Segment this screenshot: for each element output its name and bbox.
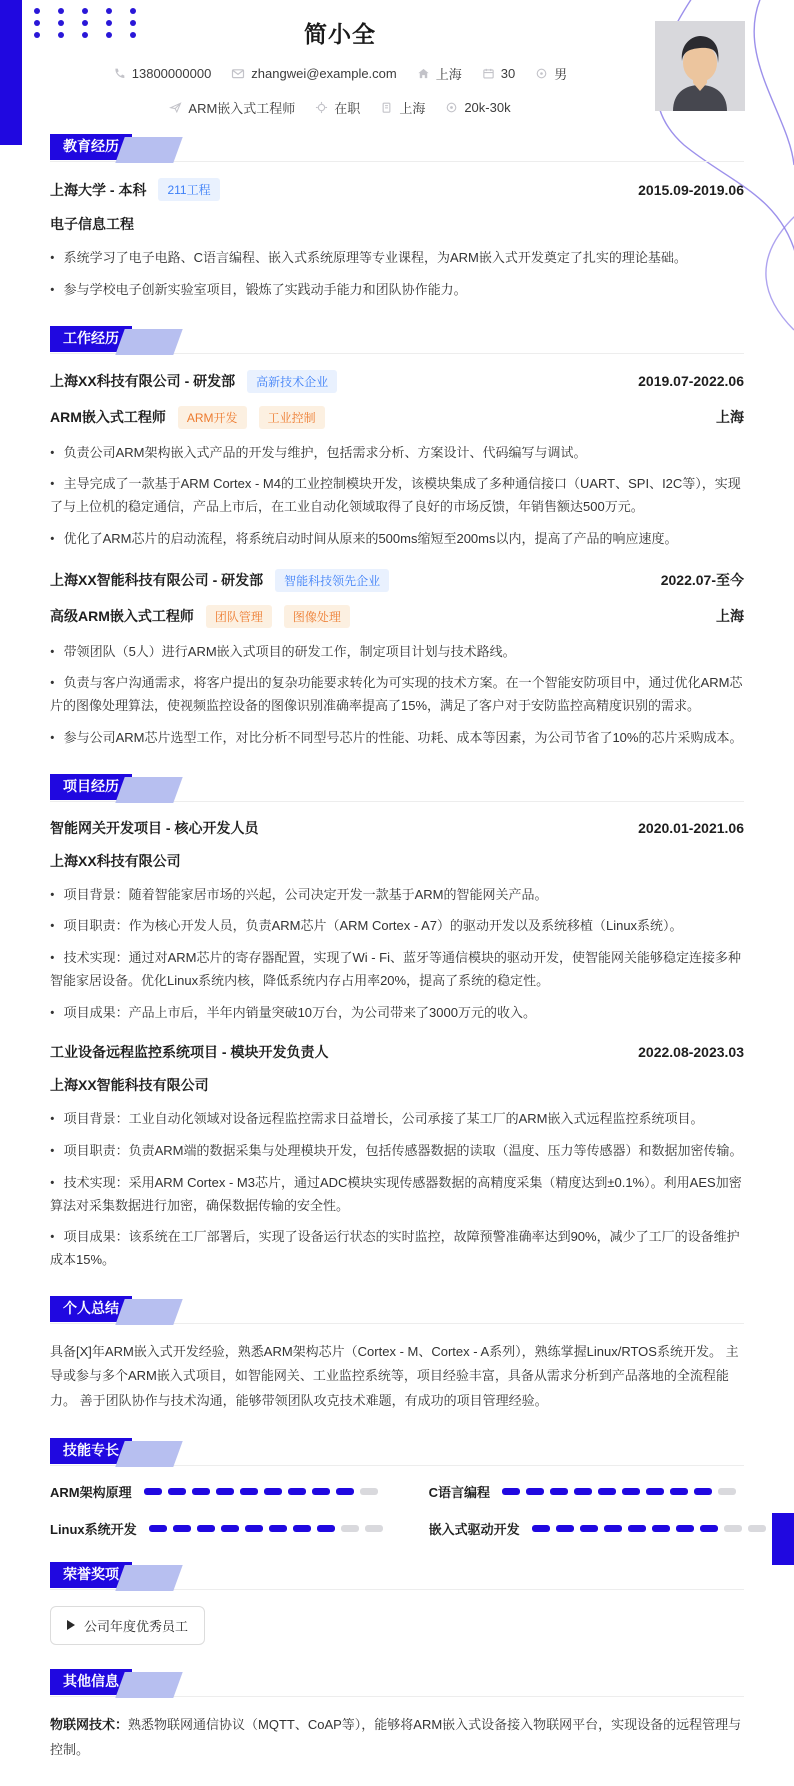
skill-segment-filled: [240, 1488, 258, 1495]
project-bullet: • 项目职责：负责ARM端的数据采集与处理模块开发，包括传感器数据的读取（温度、压力等传感器）和数据加密传输。: [50, 1140, 744, 1163]
contact-location: [417, 64, 462, 83]
contact-email: [231, 66, 396, 81]
contact-phone-value: 13800000000: [131, 66, 212, 81]
work-bullet: • 主导完成了一款基于ARM Cortex - M4的工业控制模块开发，该模块集成了多种通信接口（UART、SPI、I2C等），实现了与上位机的稳定通信，产品上市后，在工业自动化领域取得了良好的市场反馈，年销售额达500万元。: [50, 476, 741, 514]
bullet-dot-icon: •: [50, 919, 55, 933]
resume-header: [20, 16, 660, 117]
skill-segment-filled: [652, 1525, 670, 1532]
avatar: [655, 21, 745, 111]
skill-segment-filled: [192, 1488, 210, 1495]
education-bullet: • 系统学习了电子电路、C语言编程、嵌入式系统原理等专业课程，为ARM嵌入式开发奠定了扎实的理论基础。: [50, 247, 744, 270]
education-bullet: • 参与学校电子创新实验室项目，锻炼了实践动手能力和团队协作能力。: [50, 279, 744, 302]
project-bullet: • 项目职责：作为核心开发人员，负责ARM芯片（ARM Cortex - A7）的驱动开发以及系统移植（Linux系统）。: [50, 915, 744, 938]
other-info-label: 物联网技术：: [50, 1716, 129, 1732]
skill-row: [50, 1482, 383, 1501]
ribbon-fold: [115, 777, 182, 803]
skill-row: [50, 1519, 383, 1538]
contact-row-1: [20, 64, 660, 83]
project-header-row: [50, 818, 744, 838]
contact-salary: [445, 100, 510, 115]
skill-level-bar: [149, 1525, 383, 1532]
skill-segment-filled: [646, 1488, 664, 1495]
contact-city: [380, 98, 425, 117]
bullet-dot-icon: •: [50, 950, 55, 965]
gender-icon: [535, 67, 548, 80]
project-name: 智能网关开发项目 - 核心开发人员: [50, 819, 259, 836]
work-role-row: [50, 605, 744, 628]
section-title: 教育经历: [63, 138, 119, 154]
skill-segment-filled: [604, 1525, 622, 1532]
play-triangle-icon: [67, 1620, 75, 1630]
phone-icon: [113, 67, 126, 80]
section-honors: [50, 1562, 744, 1645]
work-location: 上海: [716, 608, 744, 624]
section-header-work: [50, 326, 744, 354]
work-bullet: • 负责公司ARM架构嵌入式产品的开发与维护，包括需求分析、方案设计、代码编写与调试。: [50, 442, 744, 465]
skill-level-bar: [144, 1488, 378, 1495]
honor-label: 公司年度优秀员工: [84, 1618, 189, 1634]
section-ribbon: [50, 326, 132, 352]
skill-segment-empty: [341, 1525, 359, 1532]
skill-segment-filled: [532, 1525, 550, 1532]
skill-segment-filled: [197, 1525, 215, 1532]
section-header-education: [50, 134, 744, 162]
contact-salary-value: 20k-30k: [464, 100, 511, 115]
section-header-projects: [50, 774, 744, 802]
skill-segment-filled: [216, 1488, 234, 1495]
school-tag: 211工程: [158, 178, 219, 201]
skill-level-bar: [532, 1525, 766, 1532]
contact-gender-value: 男: [554, 67, 568, 82]
skill-segment-filled: [221, 1525, 239, 1532]
paper-plane-icon: [169, 101, 182, 114]
project-bullet: • 技术实现：采用ARM Cortex - M3芯片，通过ADC模块实现传感器数据的高精度采集（精度达到±0.1%）。利用AES加密算法对采集数据进行加密，确保数据传输的安全性。: [50, 1174, 742, 1213]
contact-job-value: ARM嵌入式工程师: [188, 101, 296, 116]
skill-label: C语言编程: [428, 1484, 491, 1500]
skill-segment-empty: [360, 1488, 378, 1495]
skill-segment-empty: [748, 1525, 766, 1532]
section-header-skills: [50, 1438, 744, 1466]
project-bullet: • 技术实现：通过对ARM芯片的寄存器配置，实现了Wi - Fi、蓝牙等通信模块的驱动开发，使智能网关能够稳定连接多种智能家居设备。优化Linux系统内核，降低系统内存占用率20%，提高了系统的稳定性。: [50, 950, 741, 988]
project-entry: [50, 818, 744, 1025]
work-bullet: • 负责与客户沟通需求，将客户提出的复杂功能要求转化为可实现的技术方案。在一个智能安防项目中，通过优化ARM芯片的图像处理算法，使视频监控设备的图像识别准确率提高了15%，满足了客户对于安防监控高精度识别的需求。: [50, 675, 743, 713]
project-bullet: • 项目背景：随着智能家居市场的兴起，公司决定开发一款基于ARM的智能网关产品。: [50, 884, 744, 907]
skill-segment-filled: [622, 1488, 640, 1495]
bullet-dot-icon: •: [50, 730, 55, 745]
work-bullet: • 优化了ARM芯片的启动流程，将系统启动时间从原来的500ms缩短至200ms以内，提高了产品的响应速度。: [50, 528, 744, 551]
role-tag: ARM开发: [178, 406, 247, 429]
home-icon: [417, 67, 430, 80]
honor-item-chip[interactable]: [50, 1606, 205, 1645]
contact-location-value: 上海: [435, 67, 462, 82]
skill-segment-filled: [700, 1525, 718, 1532]
skill-segment-filled: [526, 1488, 544, 1495]
skill-segment-filled: [502, 1488, 520, 1495]
section-title: 项目经历: [63, 777, 119, 794]
skill-segment-filled: [694, 1488, 712, 1495]
skill-segment-filled: [264, 1488, 282, 1495]
contact-email-value: zhangwei@example.com: [251, 66, 397, 81]
project-date: 2022.08-2023.03: [638, 1044, 744, 1061]
gear-icon: [315, 101, 328, 114]
project-entry: [50, 1042, 744, 1272]
section-summary: [50, 1296, 744, 1414]
role-tag: 工业控制: [259, 406, 325, 429]
skill-segment-filled: [173, 1525, 191, 1532]
skill-segment-filled: [245, 1525, 263, 1532]
skill-label: 嵌入式驱动开发: [428, 1521, 520, 1537]
work-bullet: • 参与公司ARM芯片选型工作，对比分析不同型号芯片的性能、功耗、成本等因素，为公司节省了10%的芯片采购成本。: [50, 727, 744, 750]
education-entry: [50, 178, 744, 302]
other-info-text: [50, 1713, 744, 1762]
skill-label: ARM架构原理: [50, 1484, 132, 1500]
work-location: 上海: [716, 409, 744, 425]
skill-row: [429, 1482, 766, 1501]
section-ribbon: [50, 1438, 132, 1464]
bullet-dot-icon: •: [50, 1143, 55, 1158]
company-name: 上海XX科技有限公司 - 研发部: [50, 373, 236, 389]
company-tag: 高新技术企业: [247, 370, 337, 393]
project-bullet: • 项目成果：产品上市后，半年内销量突破10万台，为公司带来了3000万元的收入。: [50, 1002, 744, 1025]
bullet-dot-icon: •: [50, 1175, 55, 1190]
section-header-honors: [50, 1562, 744, 1590]
target-icon: [445, 101, 458, 114]
skill-row: [429, 1519, 766, 1538]
skill-segment-filled: [598, 1488, 616, 1495]
other-info-value: 熟悉物联网通信协议（MQTT、CoAP等），能够将ARM嵌入式设备接入物联网平台，实现设备的远程管理与控制。: [50, 1716, 742, 1757]
work-entry: [50, 370, 744, 551]
bullet-dot-icon: •: [50, 282, 55, 297]
education-major-row: [50, 214, 744, 234]
section-ribbon: [50, 134, 132, 160]
section-title: 工作经历: [63, 329, 119, 346]
decor-right-bar: [772, 1513, 794, 1565]
role-tag: 团队管理: [206, 605, 272, 628]
bullet-dot-icon: •: [50, 531, 55, 546]
decor-left-bar: [0, 0, 22, 145]
company-tag: 智能科技领先企业: [275, 569, 389, 592]
section-header-other: [50, 1669, 744, 1697]
bullet-dot-icon: •: [50, 250, 55, 265]
role-name: 高级ARM嵌入式工程师: [50, 608, 194, 624]
skill-segment-filled: [574, 1488, 592, 1495]
role-name: ARM嵌入式工程师: [50, 409, 166, 425]
skill-segment-empty: [724, 1525, 742, 1532]
project-date: 2020.01-2021.06: [638, 819, 744, 836]
education-date: 2015.09-2019.06: [638, 181, 744, 198]
project-company-row: [50, 851, 744, 871]
ribbon-fold: [115, 1299, 182, 1325]
work-role-row: [50, 406, 744, 429]
section-title: 其他信息: [63, 1672, 119, 1689]
skill-segment-filled: [293, 1525, 311, 1532]
section-header-summary: [50, 1296, 744, 1324]
skill-segment-filled: [550, 1488, 568, 1495]
project-company: 上海XX智能科技有限公司: [50, 1077, 209, 1094]
contact-phone: [113, 66, 212, 81]
ribbon-fold: [115, 1672, 182, 1698]
skill-segment-filled: [670, 1488, 688, 1495]
work-date: 2022.07-至今: [660, 572, 744, 588]
section-ribbon: [50, 1296, 132, 1322]
section-education: [50, 134, 744, 302]
bullet-dot-icon: •: [50, 477, 55, 491]
skill-segment-filled: [288, 1488, 306, 1495]
project-bullet: • 项目成果：该系统在工厂部署后，实现了设备运行状态的实时监控，故障预警准确率达到90%，减少了工厂的设备维护成本15%。: [50, 1229, 740, 1267]
contact-job: [169, 98, 295, 117]
section-title: 个人总结: [63, 1299, 119, 1316]
ribbon-fold: [115, 1441, 182, 1467]
project-company: 上海XX科技有限公司: [50, 852, 181, 869]
skill-segment-filled: [628, 1525, 646, 1532]
bullet-dot-icon: •: [50, 1230, 55, 1244]
section-ribbon: [50, 1669, 132, 1695]
education-header-row: [50, 178, 744, 201]
skill-segment-filled: [676, 1525, 694, 1532]
section-projects: [50, 774, 744, 1272]
contact-row-2: [20, 98, 660, 117]
skill-segment-filled: [336, 1488, 354, 1495]
work-date: 2019.07-2022.06: [638, 373, 744, 389]
contact-age: [482, 66, 515, 81]
skill-segment-empty: [718, 1488, 736, 1495]
work-bullet: • 带领团队（5人）进行ARM嵌入式项目的研发工作，制定项目计划与技术路线。: [50, 641, 744, 664]
email-icon: [231, 67, 245, 80]
summary-text: 具备[X]年ARM嵌入式开发经验，熟悉ARM架构芯片（Cortex - M、Cortex - A系列），熟练掌握Linux/RTOS系统开发。 主导或参与多个ARM嵌入式项目，如智能网关、工业监控系统等，项目经验丰富，具备从需求分析到产品落地的全流程能力。 善于团队协作与技术沟通，能够带领团队攻克技术难题，有成功的项目管理经验。: [50, 1343, 739, 1409]
contact-gender: [535, 64, 567, 83]
bullet-dot-icon: •: [50, 1112, 55, 1126]
skill-segment-filled: [269, 1525, 287, 1532]
contact-city-value: 上海: [399, 101, 426, 116]
contact-status: [315, 98, 360, 117]
bullet-dot-icon: •: [50, 887, 55, 901]
profile-photo: [655, 21, 745, 111]
section-title: 荣誉奖项: [63, 1565, 119, 1582]
skills-grid: [50, 1482, 744, 1538]
skill-segment-filled: [556, 1525, 574, 1532]
skill-segment-filled: [144, 1488, 162, 1495]
bullet-dot-icon: •: [50, 644, 55, 658]
skill-segment-filled: [168, 1488, 186, 1495]
section-skills: [50, 1438, 744, 1538]
project-name: 工业设备远程监控系统项目 - 模块开发负责人: [50, 1044, 329, 1061]
skill-segment-filled: [317, 1525, 335, 1532]
project-bullet: • 项目背景：工业自动化领域对设备远程监控需求日益增长，公司承接了某工厂的ARM嵌入式远程监控系统项目。: [50, 1108, 744, 1131]
contact-age-value: 30: [500, 66, 516, 81]
work-header-row: [50, 370, 744, 393]
resume-body: [50, 134, 744, 1786]
work-header-row: [50, 569, 744, 592]
role-tag: 图像处理: [284, 605, 350, 628]
section-work: [50, 326, 744, 750]
school-name: 上海大学 - 本科: [50, 181, 147, 198]
building-icon: [380, 101, 393, 114]
skill-level-bar: [502, 1488, 736, 1495]
candidate-name: 简小全: [304, 21, 376, 47]
work-entry: [50, 569, 744, 750]
section-other: [50, 1669, 744, 1762]
section-ribbon: [50, 774, 132, 800]
bullet-dot-icon: •: [50, 1005, 55, 1019]
contact-status-value: 在职: [334, 101, 361, 116]
skill-label: Linux系统开发: [50, 1521, 137, 1537]
bullet-dot-icon: •: [50, 445, 55, 459]
skill-segment-filled: [149, 1525, 167, 1532]
ribbon-fold: [115, 329, 182, 355]
skill-segment-empty: [365, 1525, 383, 1532]
ribbon-fold: [115, 137, 182, 163]
age-icon: [482, 67, 495, 80]
skill-segment-filled: [580, 1525, 598, 1532]
major-name: 电子信息工程: [50, 216, 134, 232]
project-company-row: [50, 1075, 744, 1095]
bullet-dot-icon: •: [50, 676, 55, 690]
project-header-row: [50, 1042, 744, 1062]
company-name: 上海XX智能科技有限公司 - 研发部: [50, 572, 264, 588]
skill-segment-filled: [312, 1488, 330, 1495]
section-title: 技能专长: [63, 1441, 119, 1458]
ribbon-fold: [115, 1565, 182, 1591]
section-ribbon: [50, 1562, 132, 1588]
